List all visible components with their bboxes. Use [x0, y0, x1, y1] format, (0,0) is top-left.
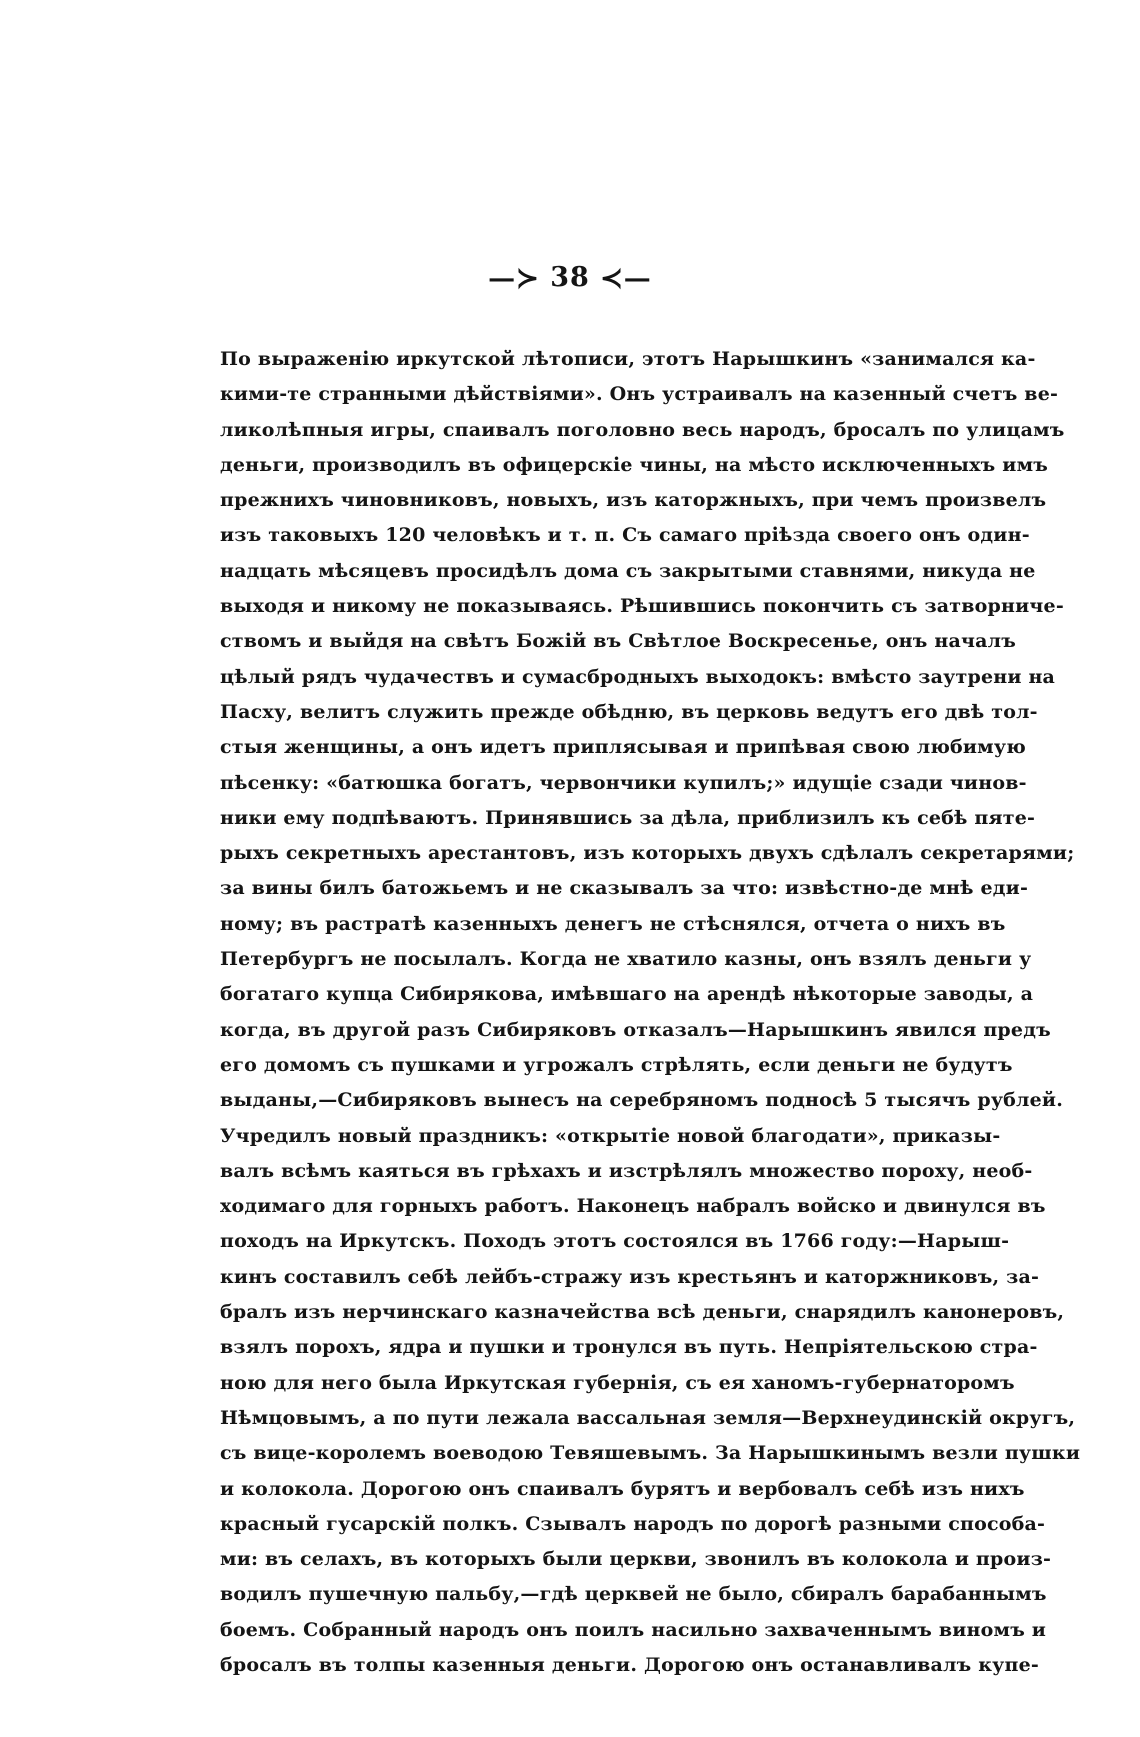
text-line: съ вице-королемъ воеводою Тевяшевымъ. За Нарышкинымъ везли пушки: [220, 1442, 1081, 1465]
text-line: ликолѣпныя игры, спаивалъ поголовно весь народъ, бросалъ по улицамъ: [220, 418, 1065, 441]
text-line: цѣлый рядъ чудачествъ и сумасбродныхъ выходокъ: вмѣсто заутрени на: [220, 665, 1056, 688]
text-line: бралъ изъ нерчинскаго казначейства всѣ деньги, снарядилъ канонеровъ,: [220, 1301, 1065, 1324]
text-line: за вины билъ батожьемъ и не сказывалъ за что: извѣстно-де мнѣ еди-: [220, 877, 1029, 900]
text-line: выходя и никому не показываясь. Рѣшившись покончить съ затворниче-: [220, 595, 1064, 618]
text-line: кими-те странными дѣйствіями». Онъ устраивалъ на казенный счетъ ве-: [220, 383, 1059, 406]
text-line: бросалъ въ толпы казенныя деньги. Дорогою онъ останавливалъ купе-: [220, 1653, 1039, 1676]
text-line: Пасху, велитъ служить прежде обѣдню, въ церковь ведутъ его двѣ тол-: [220, 700, 1038, 723]
text-line: рыхъ секретныхъ арестантовъ, изъ которыхъ двухъ сдѣлалъ секретарями;: [220, 842, 1075, 865]
text-line: его домомъ съ пушками и угрожалъ стрѣлять, если деньги не будутъ: [220, 1053, 1013, 1076]
text-line: ною для него была Иркутская губернія, съ ея ханомъ-губернаторомъ: [220, 1371, 1015, 1394]
text-line: и колокола. Дорогою онъ спаивалъ бурятъ и вербовалъ себѣ изъ нихъ: [220, 1477, 1025, 1500]
text-line: деньги, производилъ въ офицерскіе чины, на мѣсто исключенныхъ имъ: [220, 453, 1049, 476]
text-line: водилъ пушечную пальбу,—гдѣ церквей не было, сбиралъ барабаннымъ: [220, 1583, 1047, 1606]
text-line: Петербургъ не посылалъ. Когда не хватило казны, онъ взялъ деньги у: [220, 948, 1032, 971]
text-line: ному; въ растратѣ казенныхъ денегъ не стѣснялся, отчета о нихъ въ: [220, 912, 1006, 935]
page-header: [0, 262, 1140, 294]
text-line: богатаго купца Сибирякова, имѣвшаго на арендѣ нѣкоторые заводы, а: [220, 983, 1034, 1006]
text-line: кинъ составилъ себѣ лейбъ-стражу изъ крестьянъ и каторжниковъ, за-: [220, 1265, 1040, 1288]
text-line: изъ таковыхъ 120 человѣкъ и т. п. Съ самаго пріѣзда своего онъ один-: [220, 524, 1030, 547]
text-line: По выраженію иркутской лѣтописи, этотъ Нарышкинъ «занимался ка-: [220, 348, 1036, 370]
text-line: красный гусарскій полкъ. Сзывалъ народъ по дорогѣ разными способа-: [220, 1512, 1046, 1535]
text-line: ми: въ селахъ, въ которыхъ были церкви, звонилъ въ колокола и произ-: [220, 1548, 1052, 1571]
text-line: ники ему подпѣваютъ. Принявшись за дѣла, приблизилъ къ себѣ пяте-: [220, 806, 1036, 829]
text-line: когда, въ другой разъ Сибиряковъ отказалъ—Нарышкинъ явился предъ: [220, 1018, 1051, 1041]
header-ornament-left: —≻: [488, 263, 540, 294]
text-line: взялъ порохъ, ядра и пушки и тронулся въ путь. Непріятельскою стра-: [220, 1336, 1038, 1359]
text-line: ствомъ и выйдя на свѣтъ Божій въ Свѣтлое Воскресенье, онъ началъ: [220, 630, 1016, 653]
page-number: 38: [550, 262, 590, 293]
text-line: прежнихъ чиновниковъ, новыхъ, изъ каторжныхъ, при чемъ произвелъ: [220, 489, 1047, 512]
text-line: стыя женщины, а онъ идетъ приплясывая и припѣвая свою любимую: [220, 736, 1026, 759]
text-line: пѣсенку: «батюшка богатъ, червончики купилъ;» идущіе сзади чинов-: [220, 771, 1027, 794]
text-line: выданы,—Сибиряковъ вынесъ на серебряномъ подносѣ 5 тысячъ рублей.: [220, 1089, 1064, 1112]
text-line: надцать мѣсяцевъ просидѣлъ дома съ закрытыми ставнями, никуда не: [220, 559, 1036, 582]
header-ornament-right: ≺—: [600, 263, 652, 294]
text-line: Нѣмцовымъ, а по пути лежала вассальная земля—Верхнеудинскій округъ,: [220, 1406, 1076, 1429]
text-line: Учредилъ новый праздникъ: «открытіе новой благодати», приказы-: [220, 1124, 1001, 1147]
text-line: походъ на Иркутскъ. Походъ этотъ состоялся въ 1766 году:—Нарыш-: [220, 1230, 1010, 1253]
body-text: [220, 342, 1081, 1683]
text-line: ходимаго для горныхъ работъ. Наконецъ набралъ войско и двинулся въ: [220, 1195, 1046, 1218]
text-line: боемъ. Собранный народъ онъ поилъ насильно захваченнымъ виномъ и: [220, 1618, 1047, 1641]
text-line: валъ всѣмъ каяться въ грѣхахъ и изстрѣлялъ множество пороху, необ-: [220, 1159, 1033, 1182]
